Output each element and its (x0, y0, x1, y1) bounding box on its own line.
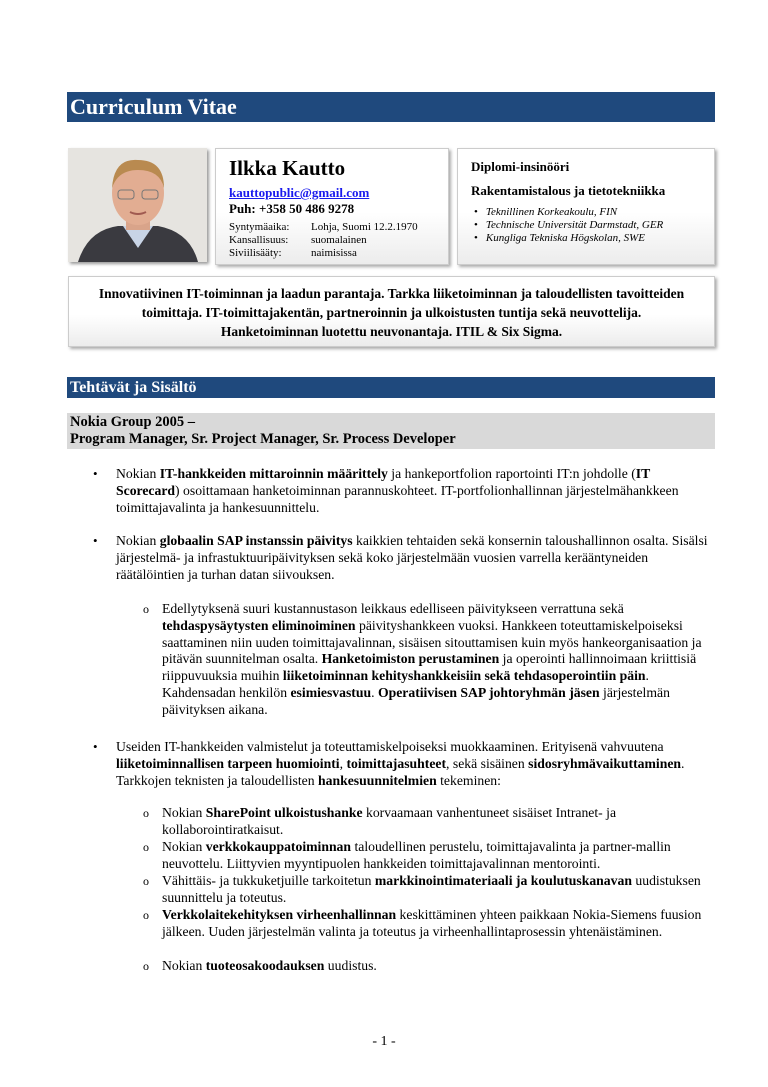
detail-value: naimisissa (311, 247, 357, 259)
bullet-marker: • (93, 466, 98, 481)
bullet-item (116, 533, 716, 583)
text: Nokian (162, 958, 206, 973)
bold-text: SharePoint ulkoistushanke (205, 805, 363, 820)
school-list (471, 206, 714, 245)
detail-row (229, 221, 448, 234)
text: uudistuksen suunnittelu ja toteutus. (162, 873, 701, 905)
bold-text: Operatiivisen SAP johtoryhmän jäsen (377, 684, 600, 700)
text: Vähittäis- ja tukkuketjuille tarkoitetun (162, 873, 375, 888)
bold-text: markkinointimateriaali ja koulutuskanavan (374, 873, 632, 888)
text: , sekä sisäinen (446, 755, 529, 771)
bold-text: IT Scorecard (116, 466, 651, 498)
sub-bullet-item (162, 601, 718, 719)
text: päivityshankkeen vuoksi. Hankkeen toteuttamiskelpoiseksi saattaminen niin uuden toimittajavalinnan, sisäisen sitouttamisen kuin myös hankeorganisaation ja pitävän suunnitelman osalta. (162, 617, 702, 667)
personal-details (229, 221, 448, 260)
education-card (457, 148, 715, 265)
text: . Kahdensadan henkilön (162, 668, 649, 700)
email-link[interactable]: kauttopublic@gmail.com (229, 185, 370, 200)
bold-text: verkkokauppatoiminnan (205, 839, 352, 854)
bold-text: sidosryhmävaikuttaminen (528, 755, 682, 771)
bold-text: liiketoiminnan kehityshankkeisiin sekä tehdasoperointiin päin (282, 668, 646, 684)
text: ) osoittamaan hanketoiminnan parannuskohteet. IT-portfolionhallinnan järjestelmähankkeen toimittajavalinta ja hankesuunnittelu. (116, 482, 679, 515)
bold-text: toimittajasuhteet (346, 755, 447, 771)
bullet-marker: • (93, 739, 98, 754)
summary-line: toimittaja. IT-toimittajakentän, partneroinnin ja ulkoistusten tuntija sekä neuvottelija. (141, 305, 642, 320)
text: ja hankeportfolion raportointi IT:n johdolle ( (387, 466, 636, 481)
text: taloudellinen perustelu, toimittajavalinta ja partner-mallin neuvottelu. Liittyvien myyntipuolen hankkeiden toimittajavalinnan mentorointi. (162, 839, 671, 871)
sub-bullet-item (162, 805, 718, 839)
person-name: Ilkka Kautto (229, 156, 346, 180)
bold-text: tehdaspysäytysten eliminoiminen (162, 617, 356, 633)
summary-box (68, 276, 715, 347)
job-titles: Program Manager, Sr. Project Manager, Sr. Process Developer (70, 431, 456, 447)
text: kaikkien tehtaiden sekä konsernin taloushallinnon osalta. Sisälsi järjestelmä- ja infrastuktuuripäivityksen sekä koko järjestelmään vuosien varrella kerääntyneiden räätälöintien ja turhan datan siivouksen. (116, 533, 708, 582)
section-header: Tehtävät ja Sisältö (67, 377, 715, 398)
summary-line: Hanketoiminnan luotettu neuvonantaja. ITIL & Six Sigma. (220, 324, 563, 339)
school-item: • Kungliga Tekniska Högskolan, SWE (471, 232, 714, 245)
job-company: Nokia Group 2005 – (70, 414, 196, 430)
bold-text: Hanketoimiston perustaminen (321, 651, 500, 667)
detail-label: Siviilisääty: (229, 247, 282, 259)
text: uudistus. (324, 958, 377, 973)
text: Nokian (116, 466, 160, 481)
phone-number: Puh: +358 50 486 9278 (229, 201, 355, 216)
text: tekeminen: (436, 772, 501, 788)
summary-line: Innovatiivinen IT-toiminnan ja laadun parantaja. Tarkka liiketoiminnan ja taloudellisten tavoitteiden (98, 286, 685, 301)
profile-photo (68, 148, 207, 262)
text: . Tarkkojen teknisten ja taloudellisten (116, 755, 685, 788)
text: Useiden IT-hankkeiden valmistelut ja toteuttamiskelpoiseksi muokkaaminen. Erityisenä vahvuutena (116, 739, 664, 754)
school-item: • Technische Universität Darmstadt, GER (471, 219, 714, 232)
bullet-item (116, 466, 716, 516)
sub-bullet-item (162, 839, 718, 873)
degree-field: Rakentamistalous ja tietotekniikka (471, 183, 666, 198)
page-number: - 1 - (372, 1034, 396, 1049)
sub-bullet-marker: o (143, 874, 149, 888)
sub-bullet-marker: o (143, 806, 149, 820)
job-header (67, 413, 715, 449)
bullet-item (116, 739, 716, 789)
bold-text: tuoteosakoodauksen (205, 958, 325, 973)
sub-bullet-marker: o (143, 908, 149, 922)
bold-text: esimiesvastuu (290, 684, 372, 700)
text: , (339, 755, 347, 771)
detail-value: Lohja, Suomi 12.2.1970 (311, 221, 418, 233)
text: korvaamaan vanhentuneet sisäiset Intranet- ja kollaborointiratkaisut. (162, 805, 617, 837)
bold-text: globaalin SAP instanssin päivitys (159, 533, 353, 548)
school-item: • Teknillinen Korkeakoulu, FIN (471, 206, 714, 219)
text: Nokian (162, 805, 206, 820)
text: Nokian (162, 839, 206, 854)
detail-value: suomalainen (311, 234, 367, 246)
bullet-marker: • (93, 533, 98, 548)
sub-bullet-marker: o (143, 840, 149, 854)
bold-text: IT-hankkeiden mittaroinnin määrittely (159, 466, 388, 481)
text: . (371, 684, 378, 700)
contact-card (215, 148, 449, 265)
text: Nokian (116, 533, 160, 548)
sub-bullet-item (162, 958, 718, 975)
bold-text: Verkkolaitekehityksen virheenhallinnan (162, 907, 397, 922)
detail-row (229, 247, 448, 260)
text: järjestelmän päivityksen aikana. (162, 684, 670, 717)
text: keskittäminen yhteen paikkaan Nokia-Siemens fuusion jälkeen. Uuden järjestelmän valinta ja toteutus ja virheenhallintaprosessin yhtenäistäminen. (162, 907, 702, 939)
sub-bullet-item (162, 873, 718, 907)
sub-bullet-marker: o (143, 602, 149, 616)
detail-row (229, 234, 448, 247)
text: Edellytyksenä suuri kustannustason leikkaus edelliseen päivitykseen verrattuna sekä (162, 601, 624, 616)
bold-text: hankesuunnitelmien (318, 772, 437, 788)
sub-bullet-item (162, 907, 718, 941)
text: ja operointi hallinnoimaan kriittisiä riippuvuuksia muihin (162, 651, 697, 684)
sub-bullet-marker: o (143, 959, 149, 973)
degree-title: Diplomi-insinööri (471, 159, 570, 174)
detail-label: Syntymäaika: (229, 221, 290, 233)
detail-label: Kansallisuus: (229, 234, 289, 246)
cv-title: Curriculum Vitae (67, 92, 715, 122)
bold-text: liiketoiminnallisen tarpeen huomiointi (116, 755, 340, 771)
